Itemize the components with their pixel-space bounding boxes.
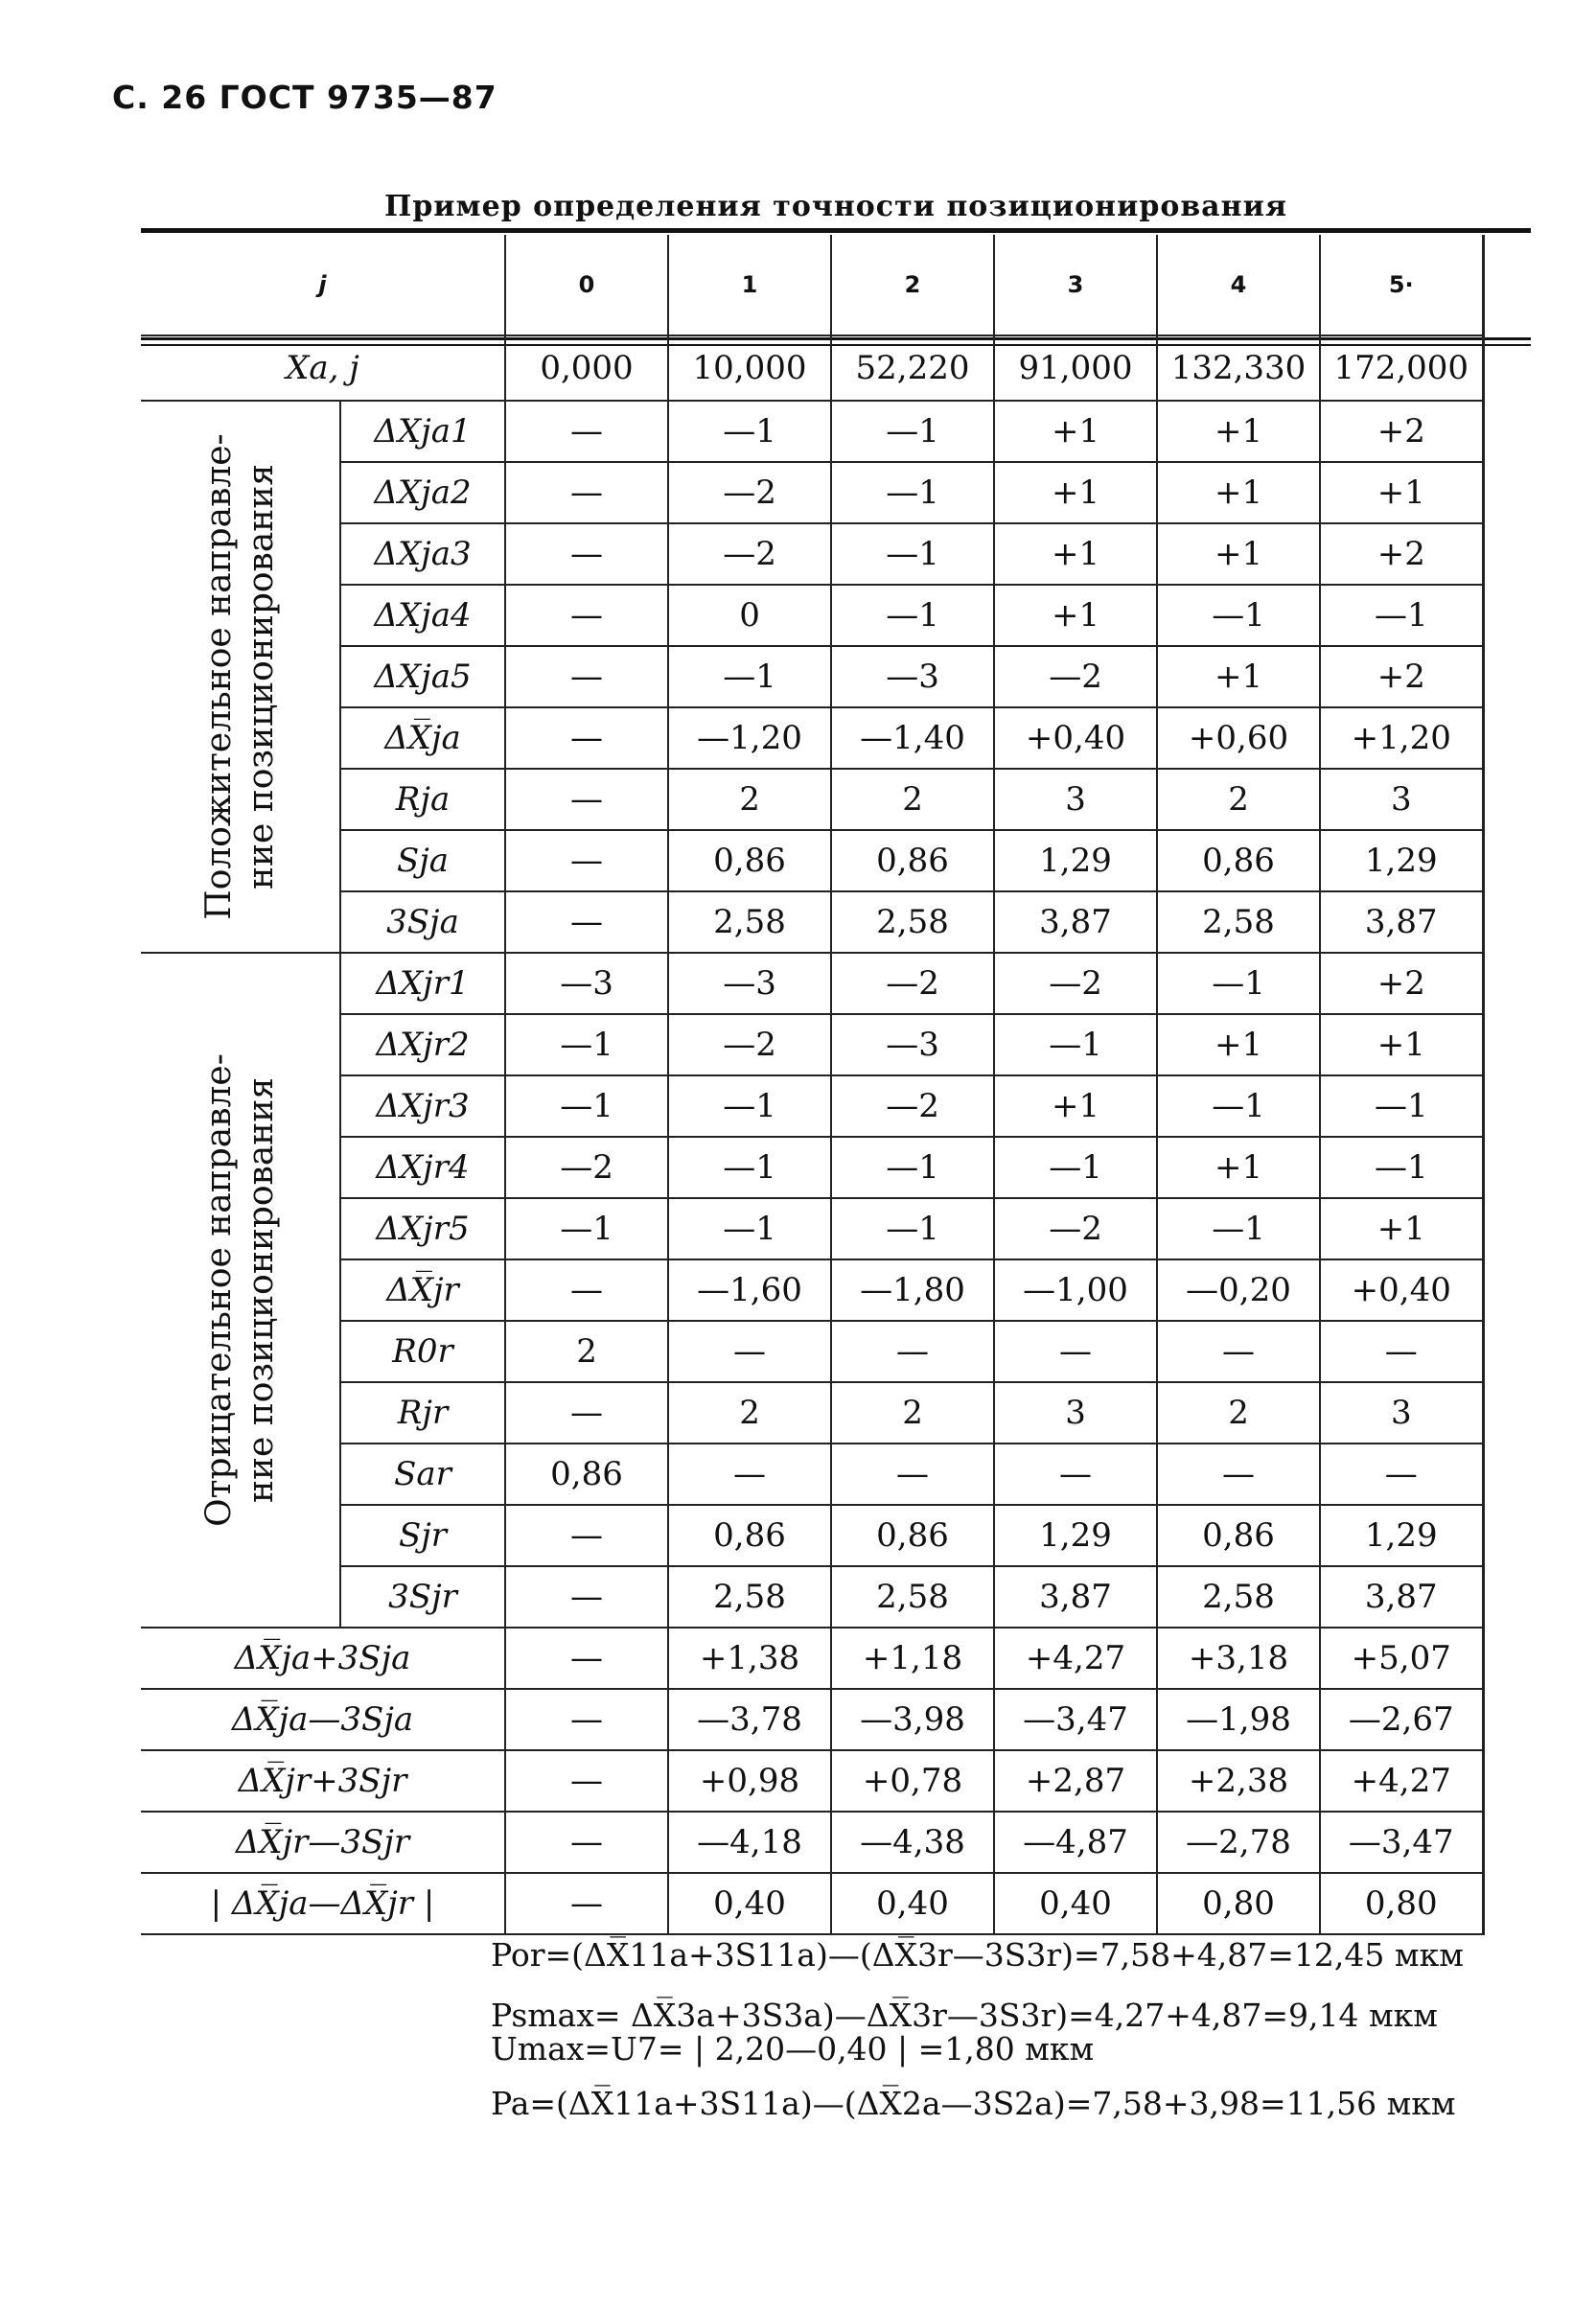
row-value: 0,86 — [505, 1444, 668, 1505]
summary-row — [141, 1750, 1483, 1812]
row-value: —1 — [831, 462, 994, 523]
row-value: 0,86 — [831, 1505, 994, 1566]
row-value: +1 — [1157, 523, 1320, 585]
summary-label: ΔX̅jr+3Sjr — [141, 1750, 505, 1812]
group-title-line2: ние позиционирования — [241, 1077, 281, 1504]
row-value: — — [505, 585, 668, 646]
row-value: +1 — [994, 523, 1157, 585]
row-value: — — [505, 1259, 668, 1321]
formula-psmax: Psmax= ΔX̅3a+3S3a)—ΔX̅3r—3S3r)=4,27+4,87=9,14 мкм — [491, 1997, 1438, 2034]
summary-label: ΔX̅ja—3Sja — [141, 1689, 505, 1750]
table-row — [141, 1321, 1483, 1382]
row-value: 2 — [1157, 769, 1320, 830]
summary-row — [141, 1689, 1483, 1750]
table-row — [141, 769, 1483, 830]
summary-value: +1,18 — [831, 1628, 994, 1689]
summary-value: — — [505, 1628, 668, 1689]
row-label: Sjr — [340, 1505, 505, 1566]
row-value: —1,40 — [831, 707, 994, 769]
table-row — [141, 1198, 1483, 1259]
row-value: —1 — [831, 1198, 994, 1259]
row-value: 2,58 — [668, 1566, 831, 1628]
row-value: — — [505, 830, 668, 891]
row-value: —1 — [668, 1137, 831, 1198]
column-header: 3 — [994, 235, 1157, 335]
row-value: — — [505, 1566, 668, 1628]
row-label: Sja — [340, 830, 505, 891]
row-value: — — [505, 769, 668, 830]
summary-value: —4,87 — [994, 1812, 1157, 1873]
row-value: +1 — [994, 585, 1157, 646]
row-label: ΔXja2 — [340, 462, 505, 523]
xa-value: 10,000 — [668, 335, 831, 401]
row-label: 3Sjr — [340, 1566, 505, 1628]
row-value: 3,87 — [1320, 891, 1483, 953]
column-label-j: j — [141, 235, 505, 335]
row-label: ΔXjr4 — [340, 1137, 505, 1198]
row-value: —1 — [505, 1075, 668, 1137]
row-value: +2 — [1320, 523, 1483, 585]
row-value: — — [505, 1505, 668, 1566]
summary-value: 0,40 — [994, 1873, 1157, 1934]
row-value: —2 — [668, 1014, 831, 1075]
column-header: 4 — [1157, 235, 1320, 335]
row-value: —1 — [668, 1198, 831, 1259]
summary-value: +5,07 — [1320, 1628, 1483, 1689]
table-row — [141, 1382, 1483, 1444]
summary-value: —3,78 — [668, 1689, 831, 1750]
row-label: ΔXjr3 — [340, 1075, 505, 1137]
row-value: 3 — [994, 769, 1157, 830]
row-value: +1 — [1320, 1198, 1483, 1259]
summary-value: — — [505, 1873, 668, 1934]
row-value: —1 — [668, 646, 831, 707]
row-value: 2 — [505, 1321, 668, 1382]
row-value: +1,20 — [1320, 707, 1483, 769]
table-row — [141, 1137, 1483, 1198]
column-header: 5· — [1320, 235, 1483, 335]
row-value: —1 — [1157, 1198, 1320, 1259]
row-value: — — [505, 646, 668, 707]
table-row — [141, 1014, 1483, 1075]
row-value: 0,86 — [668, 1505, 831, 1566]
summary-value: 0,40 — [668, 1873, 831, 1934]
xa-value: 52,220 — [831, 335, 994, 401]
row-value: —1 — [994, 1137, 1157, 1198]
row-value: 0,86 — [668, 830, 831, 891]
row-value: — — [994, 1444, 1157, 1505]
row-value: 3,87 — [994, 891, 1157, 953]
table-row — [141, 1566, 1483, 1628]
row-label: ΔXjr1 — [340, 953, 505, 1014]
row-value: —1,20 — [668, 707, 831, 769]
row-value: +1 — [994, 401, 1157, 462]
table-row — [141, 523, 1483, 585]
row-value: +0,40 — [994, 707, 1157, 769]
row-value: — — [1320, 1444, 1483, 1505]
row-value: 0 — [668, 585, 831, 646]
row-value: +1 — [994, 462, 1157, 523]
row-value: +1 — [1157, 401, 1320, 462]
row-value: +1 — [1320, 462, 1483, 523]
summary-value: 0,80 — [1157, 1873, 1320, 1934]
row-label: ΔX̅ja — [340, 707, 505, 769]
column-header: 0 — [505, 235, 668, 335]
xa-row — [141, 335, 1483, 401]
row-label: Rja — [340, 769, 505, 830]
summary-value: —3,47 — [1320, 1812, 1483, 1873]
row-value: —2 — [668, 462, 831, 523]
summary-value: 0,80 — [1320, 1873, 1483, 1934]
group-title-line1: Отрицательное направле- — [198, 1053, 239, 1527]
summary-value: —4,38 — [831, 1812, 994, 1873]
row-value: —1,00 — [994, 1259, 1157, 1321]
row-value: —1 — [505, 1014, 668, 1075]
row-value: —2 — [994, 646, 1157, 707]
row-value: 3,87 — [994, 1566, 1157, 1628]
table-row — [141, 891, 1483, 953]
table-row — [141, 1259, 1483, 1321]
table-row — [141, 1444, 1483, 1505]
row-value: 2 — [668, 769, 831, 830]
row-value: —1,80 — [831, 1259, 994, 1321]
table-row — [141, 830, 1483, 891]
row-value: +0,60 — [1157, 707, 1320, 769]
table-row — [141, 1505, 1483, 1566]
row-value: 2,58 — [831, 891, 994, 953]
row-value: —0,20 — [1157, 1259, 1320, 1321]
summary-value: —4,18 — [668, 1812, 831, 1873]
row-value: 1,29 — [994, 830, 1157, 891]
formula-umax: Umax=U7= | 2,20—0,40 | =1,80 мкм — [491, 2030, 1095, 2067]
row-value: 1,29 — [1320, 830, 1483, 891]
row-value: —1 — [831, 401, 994, 462]
formula-pa: Pa=(ΔX̅11a+3S11a)—(ΔX̅2a—3S2a)=7,58+3,98=11,56 мкм — [491, 2085, 1456, 2122]
row-value: 1,29 — [994, 1505, 1157, 1566]
row-value: — — [505, 1382, 668, 1444]
row-label: R0r — [340, 1321, 505, 1382]
summary-value: +4,27 — [1320, 1750, 1483, 1812]
summary-value: 0,40 — [831, 1873, 994, 1934]
row-value: +1 — [1157, 1137, 1320, 1198]
summary-value: +2,38 — [1157, 1750, 1320, 1812]
table-row — [141, 401, 1483, 462]
positioning-accuracy-table — [141, 235, 1485, 1935]
row-label: ΔXja5 — [340, 646, 505, 707]
row-value: — — [668, 1444, 831, 1505]
row-value: — — [994, 1321, 1157, 1382]
row-value: 3 — [994, 1382, 1157, 1444]
row-value: 2,58 — [668, 891, 831, 953]
row-value: —1 — [1157, 1075, 1320, 1137]
row-value: —1 — [1320, 1137, 1483, 1198]
row-value: —2 — [994, 1198, 1157, 1259]
row-value: —2 — [831, 1075, 994, 1137]
row-value: +1 — [1157, 462, 1320, 523]
summary-row — [141, 1812, 1483, 1873]
row-value: —1 — [1157, 585, 1320, 646]
summary-value: — — [505, 1750, 668, 1812]
summary-label: ΔX̅ja+3Sja — [141, 1628, 505, 1689]
row-label: ΔXja4 — [340, 585, 505, 646]
row-value: —1 — [1157, 953, 1320, 1014]
row-value: 2,58 — [1157, 891, 1320, 953]
summary-value: +3,18 — [1157, 1628, 1320, 1689]
row-value: 3 — [1320, 1382, 1483, 1444]
row-value: 2 — [831, 1382, 994, 1444]
summary-label: | ΔX̅ja—ΔX̅jr | — [141, 1873, 505, 1934]
row-value: +2 — [1320, 646, 1483, 707]
row-value: —3 — [831, 1014, 994, 1075]
row-value: — — [1320, 1321, 1483, 1382]
summary-value: —3,98 — [831, 1689, 994, 1750]
table-row — [141, 707, 1483, 769]
column-header: 2 — [831, 235, 994, 335]
row-value: —1 — [831, 585, 994, 646]
row-value: —2 — [505, 1137, 668, 1198]
summary-row — [141, 1628, 1483, 1689]
xa-value: 132,330 — [1157, 335, 1320, 401]
xa-value: 91,000 — [994, 335, 1157, 401]
row-value: —2 — [994, 953, 1157, 1014]
row-value: — — [831, 1444, 994, 1505]
row-value: —1 — [668, 401, 831, 462]
summary-value: +0,98 — [668, 1750, 831, 1812]
xa-value: 0,000 — [505, 335, 668, 401]
group-positive-label — [141, 401, 340, 953]
row-value: — — [505, 462, 668, 523]
group-title — [198, 1053, 283, 1527]
top-rule — [141, 228, 1531, 233]
row-value: +2 — [1320, 953, 1483, 1014]
xa-label: Xa, j — [141, 335, 505, 401]
row-label: Sar — [340, 1444, 505, 1505]
table-row — [141, 953, 1483, 1014]
summary-value: — — [505, 1689, 668, 1750]
row-value: 0,86 — [1157, 830, 1320, 891]
row-value: 1,29 — [1320, 1505, 1483, 1566]
row-value: —1 — [831, 1137, 994, 1198]
row-value: —2 — [831, 953, 994, 1014]
group-title-line1: Положительное направле- — [198, 433, 239, 920]
summary-label: ΔX̅jr—3Sjr — [141, 1812, 505, 1873]
row-value: 0,86 — [831, 830, 994, 891]
row-label: ΔXja1 — [340, 401, 505, 462]
row-value: +1 — [1157, 646, 1320, 707]
xa-value: 172,000 — [1320, 335, 1483, 401]
page-header: С. 26 ГОСТ 9735—87 — [112, 79, 497, 116]
summary-value: —2,78 — [1157, 1812, 1320, 1873]
row-value: — — [668, 1321, 831, 1382]
table-row — [141, 646, 1483, 707]
row-value: — — [1157, 1321, 1320, 1382]
row-label: 3Sja — [340, 891, 505, 953]
row-value: +1 — [1157, 1014, 1320, 1075]
row-value: 2,58 — [831, 1566, 994, 1628]
header-row — [141, 235, 1483, 335]
row-value: —3 — [505, 953, 668, 1014]
row-value: —1,60 — [668, 1259, 831, 1321]
table-row — [141, 462, 1483, 523]
row-value: +2 — [1320, 401, 1483, 462]
table-row — [141, 585, 1483, 646]
column-header: 1 — [668, 235, 831, 335]
row-label: ΔXjr2 — [340, 1014, 505, 1075]
group-negative-label — [141, 953, 340, 1628]
row-value: — — [1157, 1444, 1320, 1505]
summary-value: —3,47 — [994, 1689, 1157, 1750]
row-label: ΔXjr5 — [340, 1198, 505, 1259]
table-row — [141, 1075, 1483, 1137]
row-value: 2 — [1157, 1382, 1320, 1444]
group-title — [198, 433, 283, 919]
group-title-line2: ние позиционирования — [241, 464, 281, 889]
row-value: 2 — [668, 1382, 831, 1444]
row-value: —1 — [1320, 585, 1483, 646]
summary-value: +2,87 — [994, 1750, 1157, 1812]
row-label: Rjr — [340, 1382, 505, 1444]
row-value: 2,58 — [1157, 1566, 1320, 1628]
row-value: 3,87 — [1320, 1566, 1483, 1628]
row-value: —1 — [668, 1075, 831, 1137]
summary-value: +0,78 — [831, 1750, 994, 1812]
row-value: — — [505, 523, 668, 585]
row-value: 0,86 — [1157, 1505, 1320, 1566]
row-value: — — [831, 1321, 994, 1382]
row-value: — — [505, 401, 668, 462]
row-value: 3 — [1320, 769, 1483, 830]
summary-value: —1,98 — [1157, 1689, 1320, 1750]
formula-por: Por=(ΔX̅11a+3S11a)—(ΔX̅3r—3S3r)=7,58+4,87=12,45 мкм — [491, 1936, 1464, 1974]
summary-value: +1,38 — [668, 1628, 831, 1689]
row-label: ΔX̅jr — [340, 1259, 505, 1321]
row-value: +1 — [1320, 1014, 1483, 1075]
row-value: +1 — [994, 1075, 1157, 1137]
table-caption: Пример определения точности позиционирования — [383, 190, 1287, 223]
summary-value: —2,67 — [1320, 1689, 1483, 1750]
row-value: —2 — [668, 523, 831, 585]
row-value: — — [505, 891, 668, 953]
row-value: —3 — [831, 646, 994, 707]
row-value: +0,40 — [1320, 1259, 1483, 1321]
summary-row — [141, 1873, 1483, 1934]
row-value: —3 — [668, 953, 831, 1014]
row-value: —1 — [1320, 1075, 1483, 1137]
row-value: 2 — [831, 769, 994, 830]
row-value: —1 — [994, 1014, 1157, 1075]
row-value: —1 — [831, 523, 994, 585]
row-label: ΔXja3 — [340, 523, 505, 585]
row-value: —1 — [505, 1198, 668, 1259]
row-value: — — [505, 707, 668, 769]
summary-value: — — [505, 1812, 668, 1873]
summary-value: +4,27 — [994, 1628, 1157, 1689]
